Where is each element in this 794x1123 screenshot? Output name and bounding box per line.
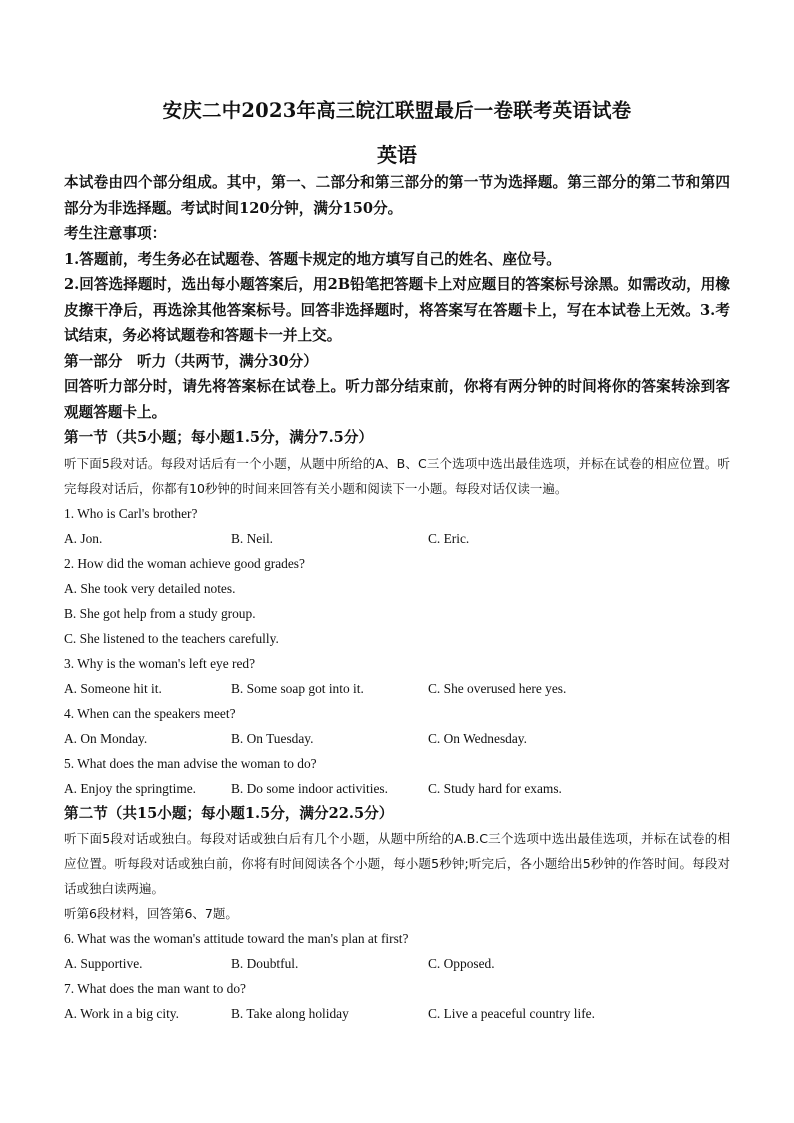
option-b: B. Neil. — [231, 530, 274, 546]
question-1: 1. Who is Carl's brother? — [64, 505, 198, 521]
question-6: 6. What was the woman's attitude toward the man's plan at first? — [64, 931, 409, 946]
option-c: C. Opposed. — [428, 956, 495, 971]
question-7-options — [64, 1001, 730, 1026]
question-3-options — [64, 676, 730, 701]
option-c: C. She listened to the teachers carefully. — [64, 630, 279, 646]
option-a: A. On Monday. — [64, 730, 148, 746]
option-c: C. She overused here yes. — [428, 680, 567, 696]
option-c: C. Live a peaceful country life. — [428, 1006, 595, 1021]
part1-heading: 第一部分 听力（共两节，满分30分） — [64, 352, 318, 370]
option-a: A. Enjoy the springtime. — [64, 780, 197, 796]
section1-instructions: 听下面5段对话。每段对话后有一个小题，从题中所给的A、B、C三个选项中选出最佳选项，并标在试卷的相应位置。听完每段对话后，你都有10秒钟的时间来回答有关小题和阅读下一小题。每段对话仅读一遍。 — [64, 455, 730, 496]
option-a: A. Supportive. — [64, 956, 143, 971]
option-c: C. Study hard for exams. — [428, 780, 562, 796]
option-c: C. On Wednesday. — [428, 730, 527, 746]
part1-instructions: 回答听力部分时，请先将答案标在试卷上。听力部分结束前，你将有两分钟的时间将你的答案转涂到客观题答题卡上。 — [64, 378, 730, 421]
question-2: 2. How did the woman achieve good grades? — [64, 555, 305, 571]
question-1-options — [64, 526, 730, 551]
question-4-options — [64, 726, 730, 751]
subject-title: 英语 — [377, 143, 417, 167]
option-b: B. Some soap got into it. — [231, 680, 364, 696]
page-title: 安庆二中2023年高三皖江联盟最后一卷联考英语试卷 — [162, 99, 632, 122]
question-7: 7. What does the man want to do? — [64, 981, 246, 996]
question-5: 5. What does the man advise the woman to do? — [64, 755, 317, 771]
option-b: B. Take along holiday — [231, 1006, 349, 1021]
notice-item-1: 1.答题前，考生务必在试题卷、答题卡规定的地方填写自己的姓名、座位号。 — [64, 250, 561, 268]
option-b: B. On Tuesday. — [231, 730, 314, 746]
option-b: B. She got help from a study group. — [64, 605, 256, 621]
notice-item-2: 2.回答选择题时，选出每小题答案后，用2B铅笔把答题卡上对应题目的答案标号涂黑。如需改动，用橡皮擦干净后，再选涂其他答案标号。回答非选择题时，将答案写在答题卡上，写在本试卷上无效。3.考试结束，务必将试题卷和答题卡一并上交。 — [64, 276, 730, 344]
exam-content — [64, 170, 730, 1026]
question-3: 3. Why is the woman's left eye red? — [64, 655, 256, 671]
option-a: A. Jon. — [64, 530, 103, 546]
option-b: B. Do some indoor activities. — [231, 780, 388, 796]
option-a: A. Work in a big city. — [64, 1006, 179, 1021]
section1-heading: 第一节（共5小题；每小题1.5分，满分7.5分） — [64, 429, 374, 446]
option-a: A. She took very detailed notes. — [64, 580, 236, 596]
question-5-options — [64, 776, 730, 801]
intro-text: 本试卷由四个部分组成。其中，第一、二部分和第三部分的第一节为选择题。第三部分的第二节和第四部分为非选择题。考试时间120分钟，满分150分。 — [64, 174, 730, 217]
question-6-options — [64, 951, 730, 976]
material-note: 听第6段材料，回答第6、7题。 — [64, 906, 238, 921]
section2-instructions: 听下面5段对话或独白。每段对话或独白后有几个小题，从题中所给的A.B.C三个选项中选出最佳选项，并标在试卷的相应位置。听每段对话或独白前，你将有时间阅读各个小题，每小题5秒钟;听完后，各小题给出5秒钟的作答时间。每段对话或独白读两遍。 — [64, 831, 730, 896]
option-a: A. Someone hit it. — [64, 680, 162, 696]
section2-heading: 第二节（共15小题；每小题1.5分，满分22.5分） — [64, 804, 394, 822]
notice-heading: 考生注意事项： — [64, 225, 167, 242]
option-b: B. Doubtful. — [231, 956, 299, 971]
option-c: C. Eric. — [428, 530, 470, 546]
question-4: 4. When can the speakers meet? — [64, 705, 236, 721]
